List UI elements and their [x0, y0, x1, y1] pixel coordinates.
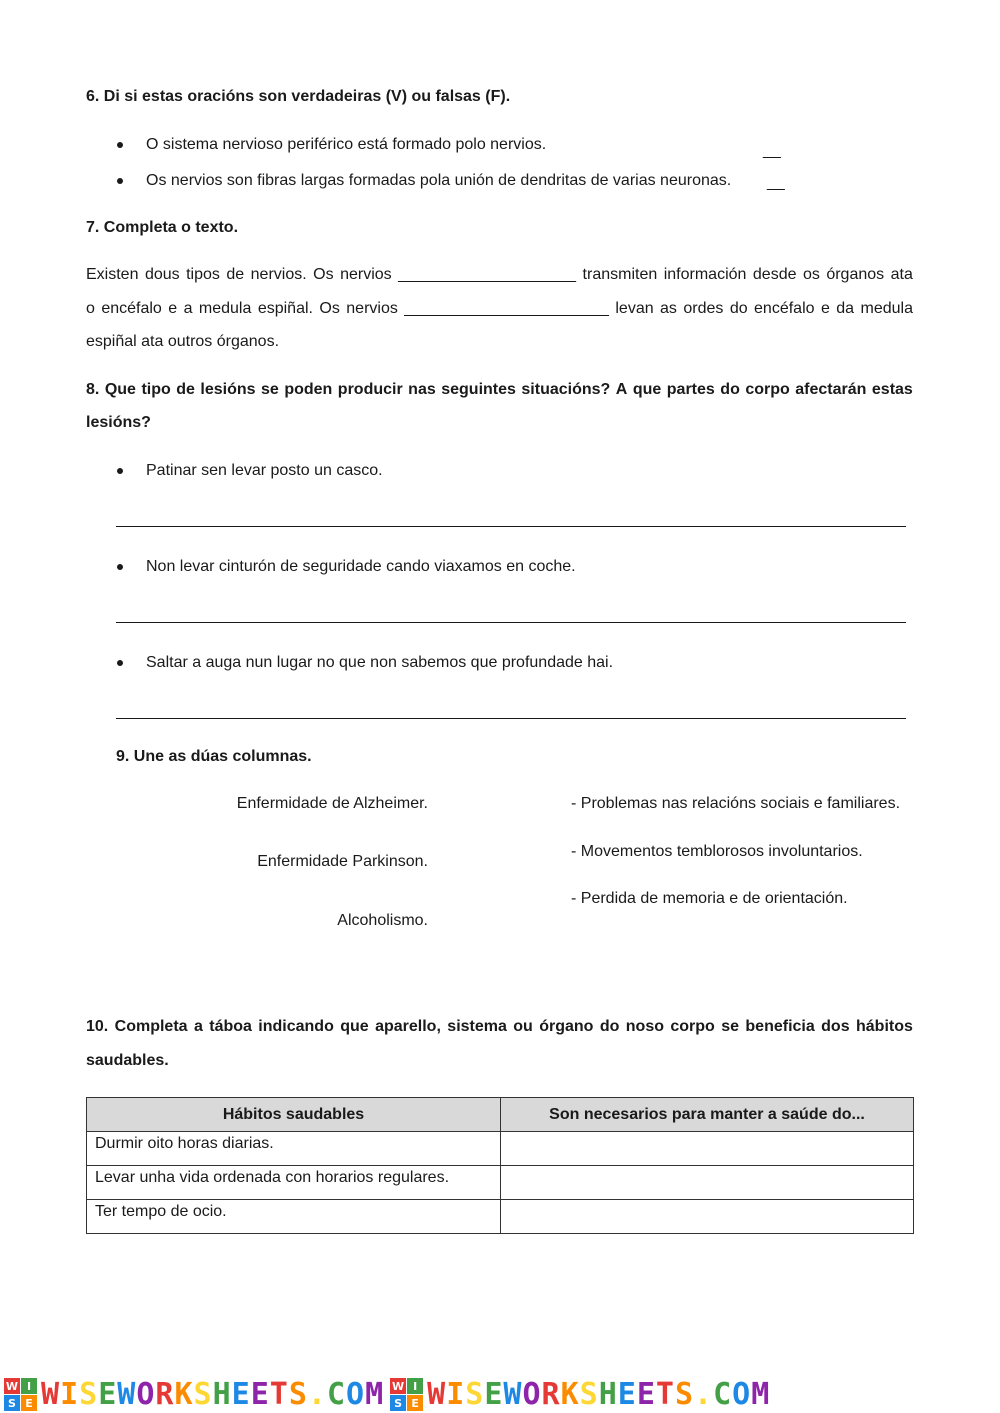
q8-item-1: Patinar sen levar posto un casco.: [146, 462, 383, 479]
word: ata: [890, 266, 913, 283]
word: seguintes: [441, 381, 516, 398]
word: nas: [408, 381, 436, 398]
word: Completa: [114, 1018, 188, 1035]
table-header-health: Son necesarios para manter a saúde do...: [501, 1098, 914, 1132]
q9-right-item-3[interactable]: - Perdida de memoria e de orientación.: [571, 890, 848, 907]
word: nervios.: [250, 266, 307, 283]
q8-title-line-2: lesións?: [86, 414, 151, 431]
watermark-letter: O: [136, 1376, 156, 1412]
q7-line-1: [86, 265, 913, 285]
watermark-letter: S: [465, 1376, 485, 1412]
table-cell-habit: Ter tempo de ocio.: [87, 1200, 501, 1234]
word: desde: [752, 266, 797, 283]
word: 10.: [86, 1018, 109, 1035]
q8-item-3: Saltar a auga nun lugar no que non sabemos que profundade hai.: [146, 654, 614, 671]
watermark-letter: R: [541, 1376, 561, 1412]
word: a: [193, 1018, 203, 1035]
word: nervios: [346, 300, 398, 317]
word: que: [632, 381, 662, 398]
watermark-letter: W: [117, 1376, 137, 1412]
word: órganos: [826, 266, 885, 283]
watermark-letter: S: [288, 1376, 308, 1412]
watermark-letter: I: [446, 1376, 466, 1412]
word: indicando: [258, 1018, 334, 1035]
logo-cell: W: [392, 1379, 405, 1393]
word: información: [663, 266, 747, 283]
word: órgano: [539, 1018, 594, 1035]
watermark-letter: T: [655, 1376, 675, 1412]
word: do: [729, 300, 748, 317]
watermark-letter: K: [560, 1376, 580, 1412]
bullet-icon: [117, 142, 123, 148]
word: medula: [198, 300, 252, 317]
watermark-letter: O: [522, 1376, 542, 1412]
watermark-letter: M: [751, 1376, 771, 1412]
logo-cell: E: [407, 1395, 423, 1411]
q6-answer-blank-1[interactable]: __: [763, 142, 781, 159]
q8-answer-line-3[interactable]: [116, 718, 906, 719]
watermark-brand: [427, 1376, 771, 1412]
watermark-group-1: [4, 1378, 384, 1411]
word: ou: [513, 1018, 533, 1035]
word: corpo: [670, 1018, 715, 1035]
word: se: [261, 381, 279, 398]
watermark-letter: O: [732, 1376, 752, 1412]
q10-title-line-2: saudables.: [86, 1052, 169, 1069]
watermark-brand: [41, 1376, 385, 1412]
watermark-letter: E: [250, 1376, 270, 1412]
word: que: [340, 1018, 369, 1035]
q9-left-item-1[interactable]: Enfermidade de Alzheimer.: [236, 795, 428, 812]
watermark-letter: E: [98, 1376, 118, 1412]
word: levan: [615, 300, 654, 317]
word: do: [599, 1018, 620, 1035]
logo-cell: E: [21, 1395, 37, 1411]
word: táboa: [209, 1018, 252, 1035]
watermark-letter: O: [346, 1376, 366, 1412]
word: dos: [821, 1018, 850, 1035]
q8-title-line-1: [86, 380, 913, 400]
table-cell-habit: Durmir oito horas diarias.: [87, 1132, 501, 1166]
word: sistema: [447, 1018, 507, 1035]
q9-title: 9. Une as dúas columnas.: [116, 748, 312, 765]
logo-cell: W: [5, 1379, 19, 1393]
word: Os: [319, 300, 340, 317]
watermark-letter: E: [617, 1376, 637, 1412]
table-row: [87, 1200, 914, 1234]
word: encéfalo: [101, 300, 162, 317]
watermark-letter: S: [579, 1376, 599, 1412]
word: tipo: [141, 381, 171, 398]
watermark-letter: .: [307, 1376, 327, 1412]
watermark-letter: E: [636, 1376, 656, 1412]
logo-cell: I: [21, 1378, 37, 1394]
q9-right-item-2[interactable]: - Movementos temblorosos involuntarios.: [571, 843, 863, 860]
word: estas: [871, 381, 913, 398]
word: encéfalo: [754, 300, 815, 317]
watermark-letter: H: [212, 1376, 232, 1412]
word: Que: [104, 381, 136, 398]
watermark-letter: W: [427, 1376, 447, 1412]
word: 8.: [86, 381, 100, 398]
watermark-letter: H: [598, 1376, 618, 1412]
word: Os: [313, 266, 334, 283]
logo-cell: S: [390, 1395, 406, 1411]
watermark-letter: S: [79, 1376, 99, 1412]
watermark-letter: W: [503, 1376, 523, 1412]
table-header-habits: Hábitos saudables: [87, 1098, 501, 1132]
word: producir: [337, 381, 403, 398]
q7-line-3: espiñal ata outros órganos.: [86, 333, 280, 350]
word: de: [226, 266, 245, 283]
word: as: [660, 300, 677, 317]
habits-table: [86, 1097, 914, 1234]
bullet-icon: [117, 660, 123, 666]
watermark-letter: E: [231, 1376, 251, 1412]
table-row: [87, 1132, 914, 1166]
word: _______________________: [404, 300, 609, 317]
bullet-icon: [117, 468, 123, 474]
watermark-letter: .: [694, 1376, 714, 1412]
word: e: [168, 300, 178, 317]
word: lesións: [200, 381, 256, 398]
word: da: [836, 300, 855, 317]
table-cell-habit: Levar unha vida ordenada con horarios regulares.: [87, 1166, 501, 1200]
word: espiñal.: [257, 300, 313, 317]
word: do: [720, 381, 740, 398]
word: e: [820, 300, 830, 317]
watermark-letter: S: [193, 1376, 213, 1412]
word: o: [86, 300, 95, 317]
q10-title-line-1: [86, 1017, 913, 1037]
word: os: [802, 266, 820, 283]
word: hábitos: [856, 1018, 913, 1035]
word: de: [176, 381, 195, 398]
table-header-row: [87, 1098, 914, 1132]
word: Existen: [86, 266, 139, 283]
word: A: [615, 381, 628, 398]
word: noso: [625, 1018, 664, 1035]
q6-answer-blank-2[interactable]: __: [767, 174, 785, 191]
q9-left-item-3[interactable]: Alcoholismo.: [337, 912, 428, 929]
q6-title: 6. Di si estas oracións son verdadeiras (V) ou falsas (F).: [86, 88, 511, 105]
footer-watermark: [0, 1376, 1000, 1413]
watermark-letter: M: [365, 1376, 385, 1412]
word: ____________________: [398, 266, 577, 283]
word: afectarán: [795, 381, 867, 398]
watermark-letter: W: [41, 1376, 61, 1412]
watermark-group-2: [390, 1378, 770, 1411]
watermark-letter: C: [326, 1376, 346, 1412]
watermark-letter: R: [155, 1376, 175, 1412]
watermark-letter: S: [674, 1376, 694, 1412]
word: tipos: [186, 266, 220, 283]
word: ordes: [683, 300, 724, 317]
word: beneficia: [745, 1018, 815, 1035]
word: situacións?: [521, 381, 611, 398]
word: medula: [860, 300, 913, 317]
bullet-icon: [117, 178, 123, 184]
word: se: [721, 1018, 740, 1035]
table-cell-answer[interactable]: [501, 1200, 914, 1234]
word: transmiten: [582, 266, 658, 283]
logo-icon: [4, 1378, 37, 1411]
word: nervios: [340, 266, 392, 283]
watermark-letter: I: [60, 1376, 80, 1412]
q7-line-2: [86, 299, 913, 319]
word: dous: [144, 266, 180, 283]
bullet-icon: [117, 564, 123, 570]
word: corpo: [745, 381, 790, 398]
word: poden: [284, 381, 333, 398]
logo-cell: S: [4, 1395, 20, 1411]
word: aparello,: [375, 1018, 441, 1035]
logo-icon: [390, 1378, 423, 1411]
word: a: [183, 300, 193, 317]
q8-answer-line-2[interactable]: [116, 622, 906, 623]
table-row: [87, 1166, 914, 1200]
q6-item-2: Os nervios son fibras largas formadas pola unión de dendritas de varias neuronas.: [146, 172, 732, 189]
table-cell-answer[interactable]: [501, 1132, 914, 1166]
watermark-letter: C: [713, 1376, 733, 1412]
q9-right-item-1[interactable]: - Problemas nas relacións sociais e familiares.: [571, 795, 901, 812]
q6-item-1: O sistema nervioso periférico está formado polo nervios.: [146, 136, 547, 153]
watermark-letter: E: [484, 1376, 504, 1412]
word: partes: [666, 381, 715, 398]
q8-item-2: Non levar cinturón de seguridade cando viaxamos en coche.: [146, 558, 576, 575]
q7-title: 7. Completa o texto.: [86, 219, 239, 236]
watermark-letter: K: [174, 1376, 194, 1412]
q9-left-item-2[interactable]: Enfermidade Parkinson.: [257, 853, 428, 870]
logo-cell: I: [407, 1378, 423, 1394]
watermark-letter: T: [269, 1376, 289, 1412]
table-cell-answer[interactable]: [501, 1166, 914, 1200]
q8-answer-line-1[interactable]: [116, 526, 906, 527]
